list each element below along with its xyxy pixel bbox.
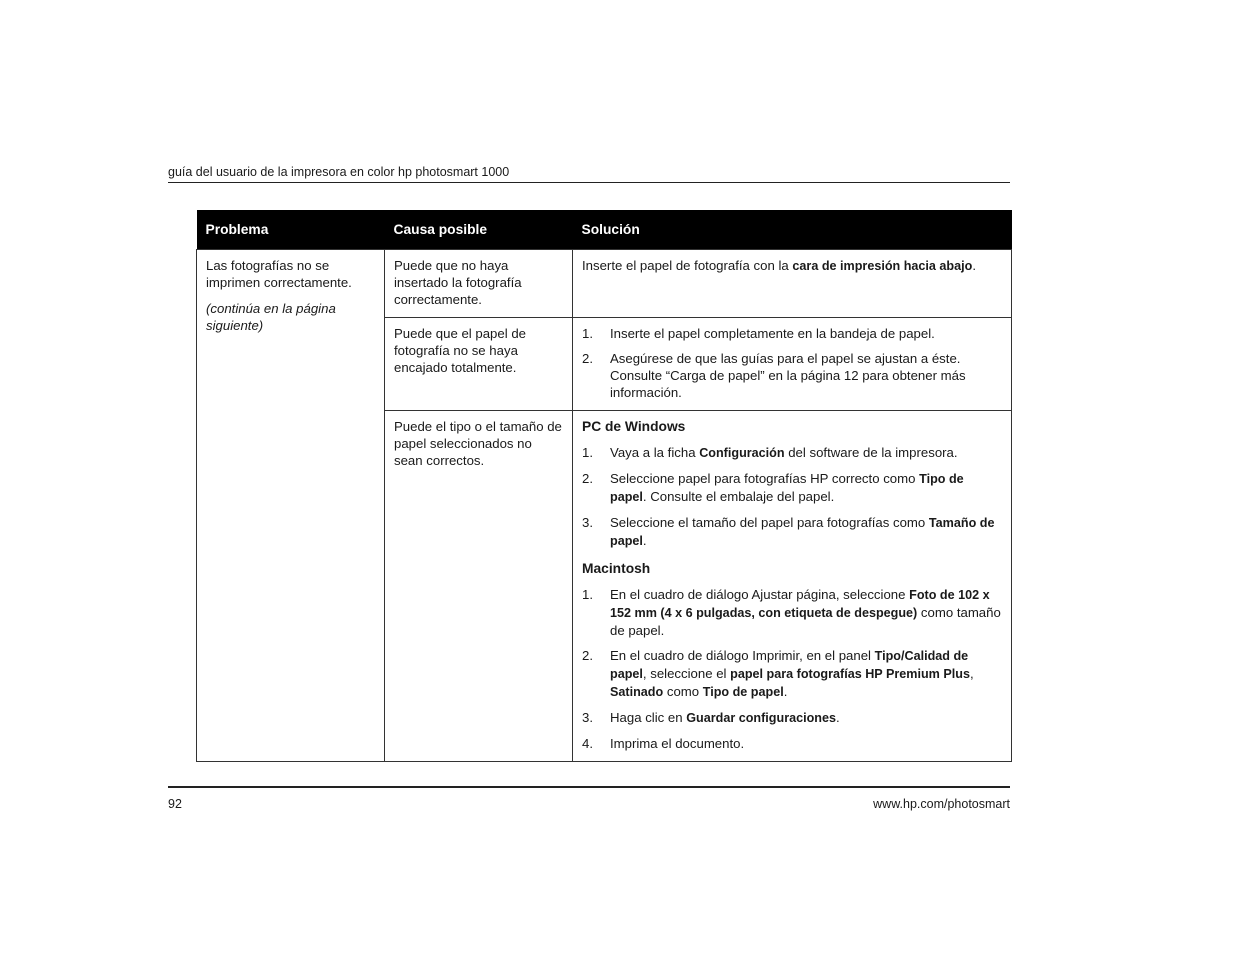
windows-steps [582,444,1002,550]
troubleshooting-table [196,210,1012,762]
cause-cell: Puede el tipo o el tamaño de papel seleccionados no sean correctos. [385,411,573,762]
solution-cell [573,318,1012,411]
list-item: 1. Vaya a la ficha Configuración del software de la impresora. [582,445,958,460]
solution-cell: Inserte el papel de fotografía con la cara de impresión hacia abajo. [573,250,1012,318]
running-header: guía del usuario de la impresora en color hp photosmart 1000 [168,164,1010,183]
cause-cell: Puede que no haya insertado la fotografía correctamente. [385,250,573,318]
section-heading-windows: PC de Windows [582,419,686,434]
footer-divider [168,786,1010,788]
column-header-problem: Problema [197,210,385,250]
problem-cell [197,250,385,762]
table-row [197,250,1012,318]
solution-cell [573,411,1012,762]
section-heading-macintosh: Macintosh [582,561,651,576]
list-item: 2. En el cuadro de diálogo Imprimir, en el panel Tipo/Calidad de papel, seleccione el papel para fotografías HP Premium Plus, Satinado como Tipo de papel. [582,648,974,699]
table-header-row [197,210,1012,250]
footer-url: www.hp.com/photosmart [873,797,1010,811]
list-item: 2. Seleccione papel para fotografías HP correcto como Tipo de papel. Consulte el embalaje del papel. [582,471,964,504]
macintosh-steps [582,586,1002,752]
column-header-cause: Causa posible [385,210,573,250]
list-item: 2. Asegúrese de que las guías para el papel se ajustan a éste. Consulte “Carga de papel” en la página 12 para obtener más información. [582,351,966,400]
continued-note: (continúa en la página siguiente) [206,301,336,333]
page-number: 92 [168,797,182,811]
list-item: 1. En el cuadro de diálogo Ajustar página, seleccione Foto de 102 x 152 mm (4 x 6 pulgadas, con etiqueta de despegue) como tamaño de papel. [582,587,1001,638]
cause-cell: Puede que el papel de fotografía no se haya encajado totalmente. [385,318,573,411]
list-item: 1. Inserte el papel completamente en la bandeja de papel. [582,326,935,341]
problem-text: Las fotografías no se imprimen correctamente. [206,258,352,290]
list-item: 3. Haga clic en Guardar configuraciones. [582,710,840,725]
solution-steps [582,325,1002,401]
column-header-solution: Solución [573,210,1012,250]
list-item: 3. Seleccione el tamaño del papel para fotografías como Tamaño de papel. [582,515,995,548]
list-item: 4. Imprima el documento. [582,736,745,751]
